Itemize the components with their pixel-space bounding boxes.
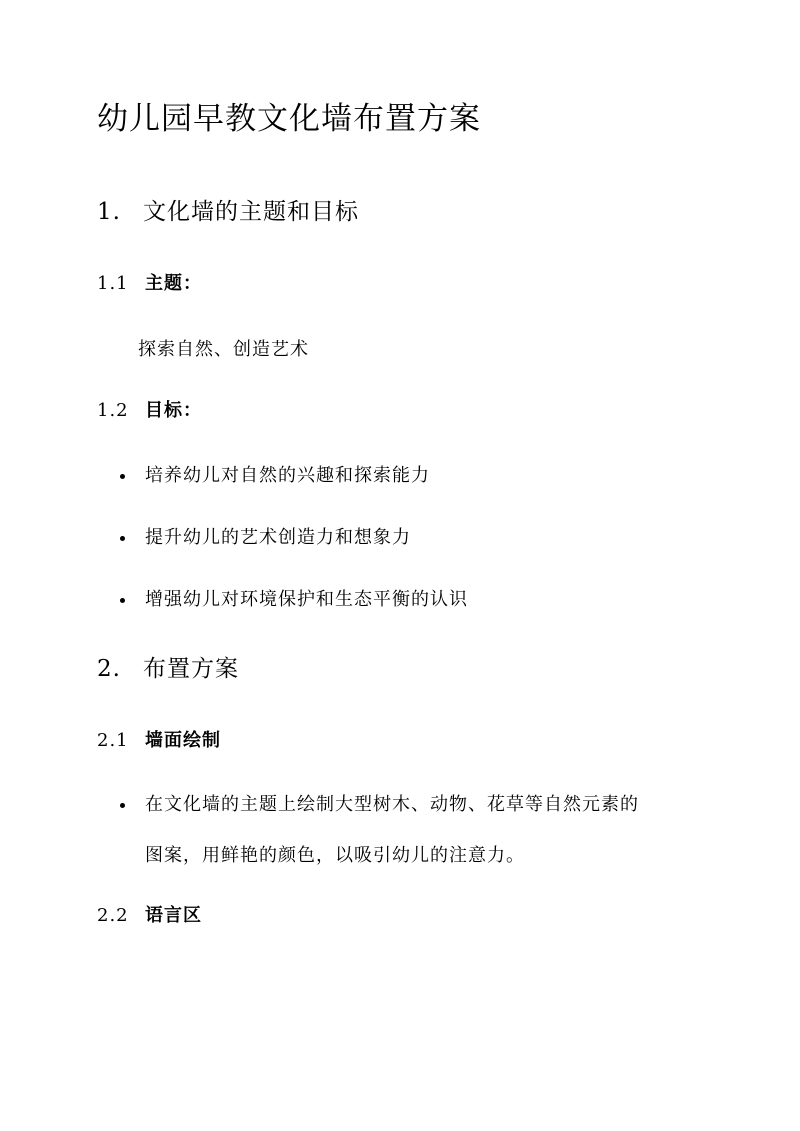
wall-painting-text-line-2: 图案，用鲜艳的颜色，以吸引幼儿的注意力。 bbox=[145, 845, 525, 866]
section-1-title: 文化墙的主题和目标 bbox=[143, 199, 359, 225]
subsection-2-2-title: 语言区 bbox=[145, 905, 202, 926]
section-2-heading bbox=[97, 653, 239, 685]
section-2-title: 布置方案 bbox=[143, 656, 239, 682]
goal-text: 增强幼儿对环境保护和生态平衡的认识 bbox=[145, 589, 468, 610]
goal-text: 培养幼儿对自然的兴趣和探索能力 bbox=[145, 465, 430, 486]
section-1-number: 1. bbox=[97, 199, 121, 225]
subsection-1-1-heading bbox=[97, 271, 202, 297]
document-title: 幼儿园早教文化墙布置方案 bbox=[97, 101, 481, 137]
subsection-2-1-heading bbox=[97, 728, 221, 754]
subsection-2-1-number: 2.1 bbox=[97, 730, 129, 751]
subsection-2-2-number: 2.2 bbox=[97, 905, 129, 926]
subsection-1-2-heading bbox=[97, 398, 202, 424]
bullet-icon bbox=[120, 803, 125, 808]
subsection-2-1-title: 墙面绘制 bbox=[145, 730, 221, 751]
subsection-2-2-heading bbox=[97, 903, 202, 929]
section-1-heading bbox=[97, 196, 359, 228]
subsection-1-1-number: 1.1 bbox=[97, 273, 129, 294]
subsection-1-2-number: 1.2 bbox=[97, 400, 129, 421]
subsection-1-1-title: 主题： bbox=[145, 273, 202, 294]
wall-painting-text-line-1: 在文化墙的主题上绘制大型树木、动物、花草等自然元素的 bbox=[145, 794, 639, 815]
bullet-icon bbox=[120, 536, 125, 541]
bullet-icon bbox=[120, 474, 125, 479]
theme-paragraph: 探索自然、创造艺术 bbox=[138, 339, 309, 360]
section-2-number: 2. bbox=[97, 656, 121, 682]
bullet-icon bbox=[120, 598, 125, 603]
subsection-1-2-title: 目标： bbox=[145, 400, 202, 421]
goal-text: 提升幼儿的艺术创造力和想象力 bbox=[145, 527, 411, 548]
